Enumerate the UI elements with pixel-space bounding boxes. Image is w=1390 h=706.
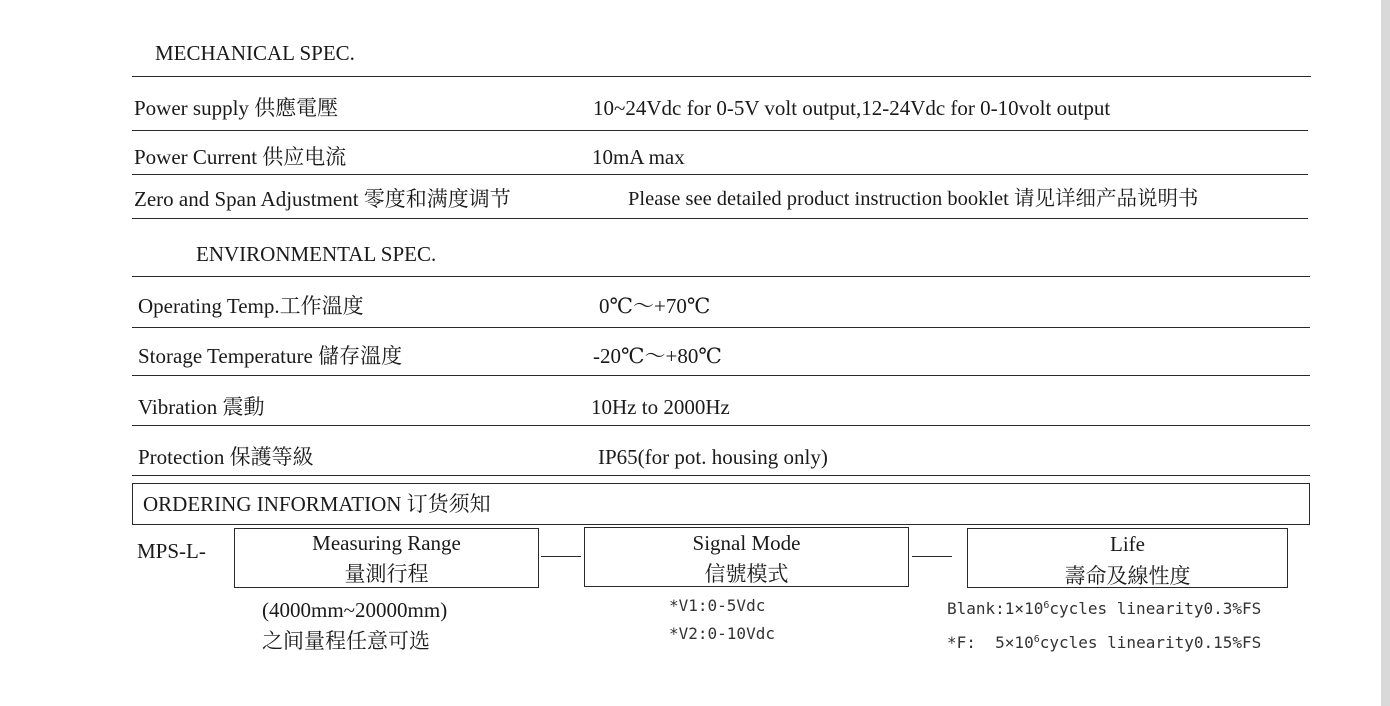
signal-mode-subtitle: 信號模式 xyxy=(704,562,789,586)
separator-dash xyxy=(541,556,581,557)
signal-mode-title: Signal Mode xyxy=(692,531,801,555)
model-prefix: MPS-L- xyxy=(137,539,206,563)
power-supply-label: Power supply 供應電壓 xyxy=(134,96,339,120)
divider xyxy=(132,425,1310,426)
zero-span-label: Zero and Span Adjustment 零度和满度调节 xyxy=(134,187,511,211)
life-option-blank: $Blank:1\times 10^6cycles$ linearity0.3%FS xyxy=(947,599,1262,618)
vibration-value: 10Hz to 2000Hz xyxy=(591,395,730,419)
power-supply-value: 10~24Vdc for 0-5V volt output,12-24Vdc for 0-10volt output xyxy=(593,96,1111,120)
measuring-range-title: Measuring Range xyxy=(312,531,461,555)
life-option-f: *F: $5\times 10^6cycles$ linearity0.15%FS xyxy=(947,633,1262,652)
scrollbar[interactable] xyxy=(1381,0,1390,706)
signal-option-v2: *V2:0-10Vdc xyxy=(669,624,775,643)
signal-option-v1: *V1:0-5Vdc xyxy=(669,596,766,615)
divider xyxy=(132,276,1310,277)
life-title: Life xyxy=(1110,532,1145,556)
divider xyxy=(132,76,1311,77)
divider xyxy=(132,174,1308,175)
signal-mode-box xyxy=(584,527,909,587)
environmental-spec-heading: ENVIRONMENTAL SPEC. xyxy=(196,242,437,266)
vibration-label: Vibration 震動 xyxy=(138,395,265,419)
operating-temp-value: 0℃～+70℃ xyxy=(599,294,711,318)
range-note-1: (4000mm~20000mm) xyxy=(262,598,448,622)
divider xyxy=(132,475,1310,476)
protection-value: IP65(for pot. housing only) xyxy=(598,445,828,469)
power-current-value: 10mA max xyxy=(592,145,685,169)
power-current-label: Power Current 供应电流 xyxy=(134,145,347,169)
protection-label: Protection 保護等級 xyxy=(138,445,314,469)
measuring-range-subtitle: 量測行程 xyxy=(344,562,429,586)
range-note-2: 之间量程任意可选 xyxy=(262,629,430,653)
divider xyxy=(132,327,1310,328)
ordering-info-header xyxy=(132,483,1310,525)
measuring-range-box xyxy=(234,528,539,588)
divider xyxy=(132,375,1310,376)
life-box xyxy=(967,528,1288,588)
mechanical-spec-heading: MECHANICAL SPEC. xyxy=(155,41,355,65)
storage-temp-label: Storage Temperature 儲存溫度 xyxy=(138,344,403,368)
operating-temp-label: Operating Temp.工作溫度 xyxy=(138,294,364,318)
divider xyxy=(132,218,1308,219)
separator-dash xyxy=(912,556,952,557)
ordering-info-heading: ORDERING INFORMATION 订货须知 xyxy=(143,492,491,516)
zero-span-value: Please see detailed product instruction booklet 请见详细产品说明书 xyxy=(628,188,1199,210)
storage-temp-value: -20℃～+80℃ xyxy=(593,344,722,368)
divider xyxy=(132,130,1308,131)
life-subtitle: 壽命及線性度 xyxy=(1064,564,1191,588)
